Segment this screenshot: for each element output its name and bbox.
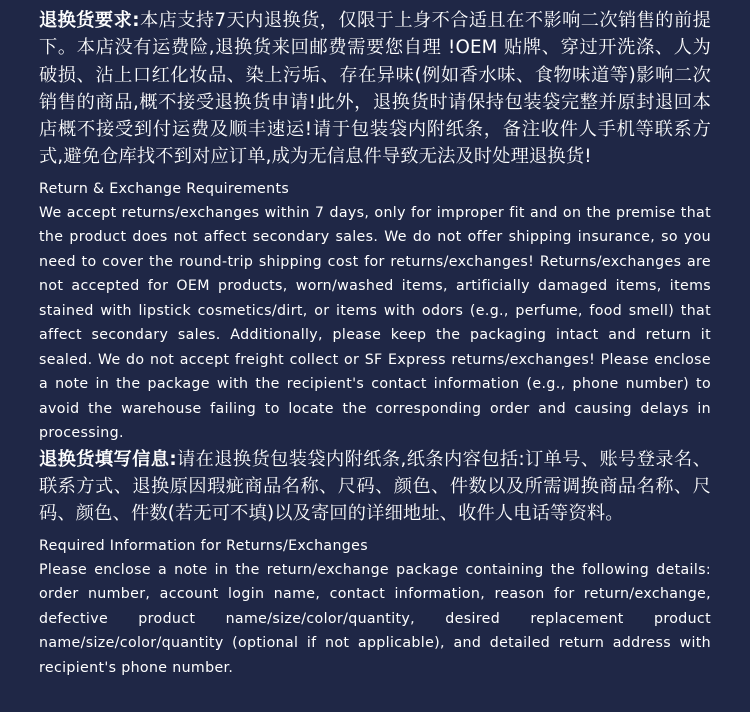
- returns-requirements-cn-label: 退换货要求:: [39, 10, 140, 31]
- returns-requirements-cn-text: 本店支持7天内退换货，仅限于上身不合适且在不影响二次销售的前提下。本店没有运费险,退换货来回邮费需要您自理 !OEM 贴牌、穿过开洗涤、人为破损、沾上口红化妆品、染上污垢、存在异味(例如香水味、食物味道等)影响二次销售的商品,概不接受退换货申请!此外，退换货时请保持包装袋完整并原封退回本店概不接受到付运费及顺丰速运!请于包装袋内附纸条，备注收件人手机等联系方式,避免仓库找不到对应订单,成为无信息件导致无法及时处理退换货!: [39, 10, 711, 168]
- return-info-cn-paragraph: [39, 446, 711, 528]
- returns-requirements-en-text: We accept returns/exchanges within 7 days, only for improper fit and on the premise that the product does not affect secondary sales. We do not offer shipping insurance, so you need to cover the round-trip shipping cost for returns/exchanges! Returns/exchanges are not accepted for OEM products, worn/washed items, artificially damaged items, items stained with lipstick cosmetics/dirt, or items with odors (e.g., perfume, food smell) that affect secondary sales. Additionally, please keep the packaging intact and return it sealed. We do not accept freight collect or SF Express returns/exchanges! Please enclose a note in the package with the recipient's contact information (e.g., phone number) to avoid the warehouse failing to locate the corresponding order and causing delays in processing.: [39, 204, 711, 442]
- returns-requirements-en-title: Return & Exchange Requirements: [39, 180, 290, 197]
- return-info-en-text: Please enclose a note in the return/exchange package containing the following details: order number, account login name, contact information, reason for return/exchange, defective product name/size/color/quantity, desired replacement product name/size/color/quantity (optional if not applicable), and detailed return address with recipient's phone number.: [39, 561, 711, 676]
- return-info-cn-text: 请在退换货包装袋内附纸条,纸条内容包括:订单号、账号登录名、联系方式、退换原因瑕疵商品名称、尺码、颜色、件数以及所需调换商品名称、尺码、颜色、件数(若无可不填)以及寄回的详细地址、收件人电话等资料。: [39, 448, 711, 525]
- return-info-section: [39, 446, 711, 680]
- returns-requirements-section: [39, 7, 711, 446]
- return-info-cn-label: 退换货填写信息:: [39, 448, 177, 470]
- return-info-en-title: Required Information for Returns/Exchanges: [39, 537, 368, 554]
- returns-requirements-cn-paragraph: [39, 7, 711, 171]
